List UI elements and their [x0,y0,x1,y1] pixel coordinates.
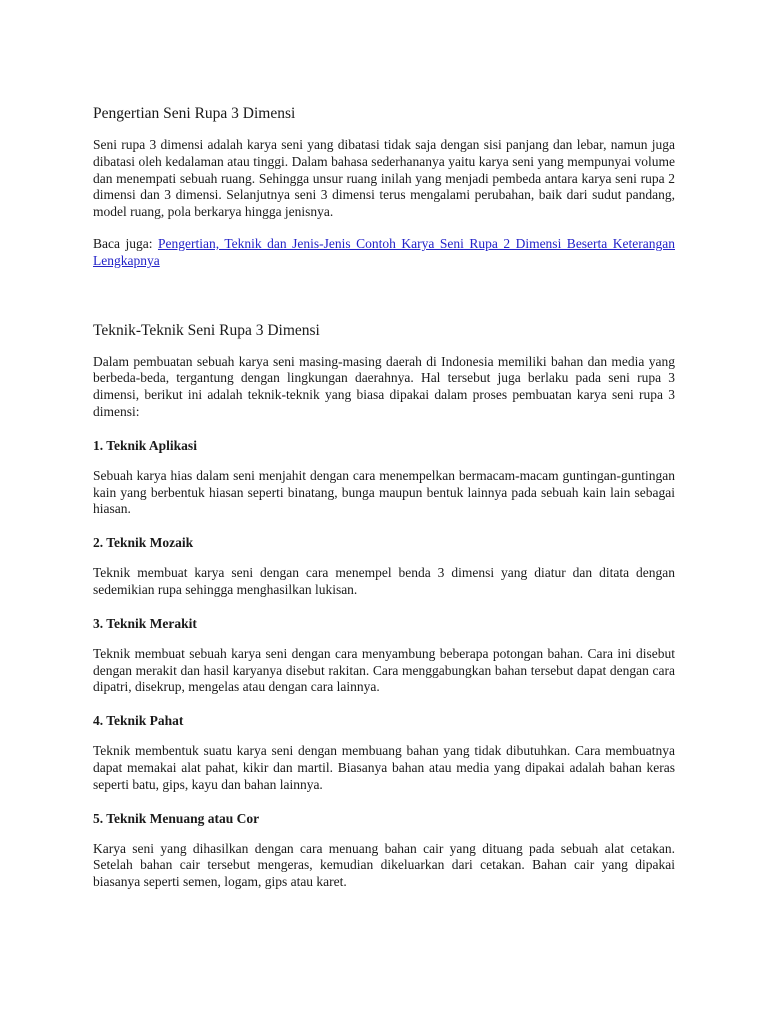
technique-text-pahat: Teknik membentuk suatu karya seni dengan membuang bahan yang tidak dibutuhkan. Cara membuatnya dapat memakai alat pahat, kikir dan martil. Biasanya bahan atau media yang dipakai adalah bahan keras seperti batu, gips, kayu dan bahan lainnya. [93,743,675,792]
technique-heading-pahat: 4. Teknik Pahat [93,713,184,729]
read-also-label: Baca juga: [93,235,153,251]
paragraph-pengertian: Seni rupa 3 dimensi adalah karya seni yang dibatasi tidak saja dengan sisi panjang dan lebar, namun juga dibatasi oleh kedalaman atau tinggi. Dalam bahasa sederhananya yaitu karya seni yang mempunyai volume dan menempati sebuah ruang. Sehingga unsur ruang inilah yang menjadi pembeda antara karya seni rupa 2 dimensi dan 3 dimensi. Selanjutnya seni 3 dimensi terus mengalami perubahan, baik dari sudut pandang, model ruang, pola berkarya hingga jenisnya. [93,137,675,220]
technique-text-cor: Karya seni yang dihasilkan dengan cara menuang bahan cair yang dituang pada sebuah alat cetakan. Setelah bahan cair tersebut mengeras, kemudian dikeluarkan dari cetakan. Bahan cair yang dipakai biasanya seperti semen, logam, gips atau karet. [93,840,675,890]
read-also [93,236,675,270]
technique-heading-mozaik: 2. Teknik Mozaik [93,535,194,551]
paragraph-teknik-intro: Dalam pembuatan sebuah karya seni masing-masing daerah di Indonesia memiliki bahan dan media yang berbeda-beda, tergantung dengan lingkungan daerahnya. Hal tersebut juga berlaku pada seni rupa 3 dimensi, berikut ini adalah teknik-teknik yang biasa dipakai dalam proses pembuatan karya seni rupa 3 dimensi: [93,353,675,419]
technique-text-merakit: Teknik membuat sebuah karya seni dengan cara menyambung beberapa potongan bahan. Cara ini disebut dengan merakit dan hasil karyanya disebut rakitan. Cara menggabungkan bahan tersebut dapat dengan cara dipatri, disekrup, mengelas atau dengan cara lainnya. [93,645,675,695]
technique-text-mozaik: Teknik membuat karya seni dengan cara menempel benda 3 dimensi yang diatur dan ditata dengan sedemikian rupa sehingga menghasilkan lukisan. [93,565,675,597]
technique-heading-aplikasi: 1. Teknik Aplikasi [93,437,197,453]
section-title-pengertian: Pengertian Seni Rupa 3 Dimensi [93,105,296,122]
technique-heading-cor: 5. Teknik Menuang atau Cor [93,810,260,826]
document-page [93,104,675,891]
section-title-teknik: Teknik-Teknik Seni Rupa 3 Dimensi [93,321,320,339]
technique-heading-merakit: 3. Teknik Merakit [93,615,197,631]
technique-text-aplikasi: Sebuah karya hias dalam seni menjahit dengan cara menempelkan bermacam-macam guntingan-guntingan kain yang berbentuk hiasan seperti binatang, bunga maupun bentuk lainnya pada sebuah kain lain sebagai hiasan. [93,467,675,517]
read-also-link[interactable]: Pengertian, Teknik dan Jenis-Jenis Contoh Karya Seni Rupa 2 Dimensi Beserta Keterangan Lengkapnya [93,235,675,268]
